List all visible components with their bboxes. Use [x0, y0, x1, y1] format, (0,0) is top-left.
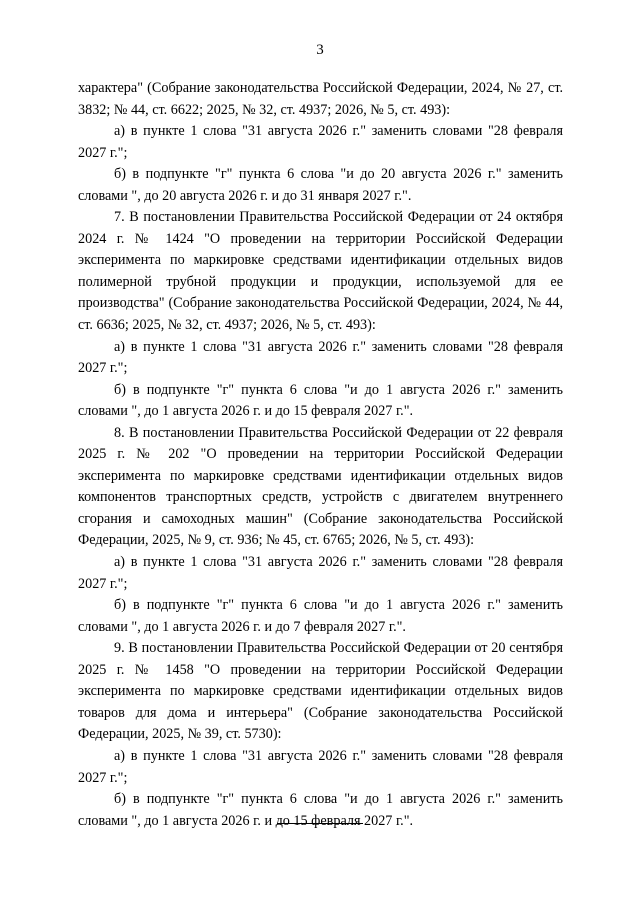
paragraph-continuation: характера" (Собрание законодательства Российской Федерации, 2024, № 27, ст. 3832; № 44, ст. 6622; 2025, № 32, ст. 4937; 2026, № 5, ст. 493): [78, 80, 563, 118]
paragraph-subitem-a: а) в пункте 1 слова "31 августа 2026 г." заменить словами "28 февраля 2027 г."; [78, 123, 563, 161]
document-body [78, 78, 563, 832]
paragraph-subitem-b: б) в подпункте "г" пункта 6 слова "и до 1 августа 2026 г." заменить словами ", до 1 августа 2026 г. и до 15 февраля 2027 г.". [78, 791, 563, 829]
paragraph-subitem-b: б) в подпункте "г" пункта 6 слова "и до 1 августа 2026 г." заменить словами ", до 1 августа 2026 г. и до 15 февраля 2027 г.". [78, 381, 563, 420]
footer-divider [277, 823, 363, 824]
paragraph-item-9: 9. В постановлении Правительства Российской Федерации от 20 сентября 2025 г. № 1458 "О проведении на территории Российской Федерации эксперимента по маркировке средствами идентификации отдельных видов товаров для дома и интерьера" (Собрание законодательства Российской Федерации, 2025, № 39, ст. 5730): [78, 640, 563, 743]
paragraph-item-7: 7. В постановлении Правительства Российской Федерации от 24 октября 2024 г. № 1424 "О проведении на территории Российской Федерации эксперимента по маркировке средствами идентификации отдельных видов полимерной трубной продукции и продукции, используемой для ее производства" (Собрание законодательства Российской Федерации, 2024, № 44, ст. 6636; 2025, № 32, ст. 4937; 2026, № 5, ст. 493): [78, 209, 563, 334]
page-number: 3 [316, 42, 324, 58]
paragraph-subitem-a: а) в пункте 1 слова "31 августа 2026 г." заменить словами "28 февраля 2027 г."; [78, 338, 563, 377]
paragraph-subitem-a: а) в пункте 1 слова "31 августа 2026 г." заменить словами "28 февраля 2027 г."; [78, 554, 563, 592]
paragraph-subitem-b: б) в подпункте "г" пункта 6 слова "и до 20 августа 2026 г." заменить словами ", до 20 августа 2026 г. и до 31 января 2027 г.". [78, 166, 563, 204]
paragraph-item-8: 8. В постановлении Правительства Российской Федерации от 22 февраля 2025 г. № 202 "О проведении на территории Российской Федерации эксперимента по маркировке средствами идентификации отдельных видов компонентов транспортных средств, устройств с двигателем внутреннего сгорания и самоходных машин" (Собрание законодательства Российской Федерации, 2025, № 9, ст. 936; № 45, ст. 6765; 2026, № 5, ст. 493): [78, 424, 563, 549]
paragraph-subitem-a: а) в пункте 1 слова "31 августа 2026 г." заменить словами "28 февраля 2027 г."; [78, 747, 563, 786]
paragraph-subitem-b: б) в подпункте "г" пункта 6 слова "и до 1 августа 2026 г." заменить словами ", до 1 августа 2026 г. и до 7 февраля 2027 г.". [78, 597, 563, 635]
